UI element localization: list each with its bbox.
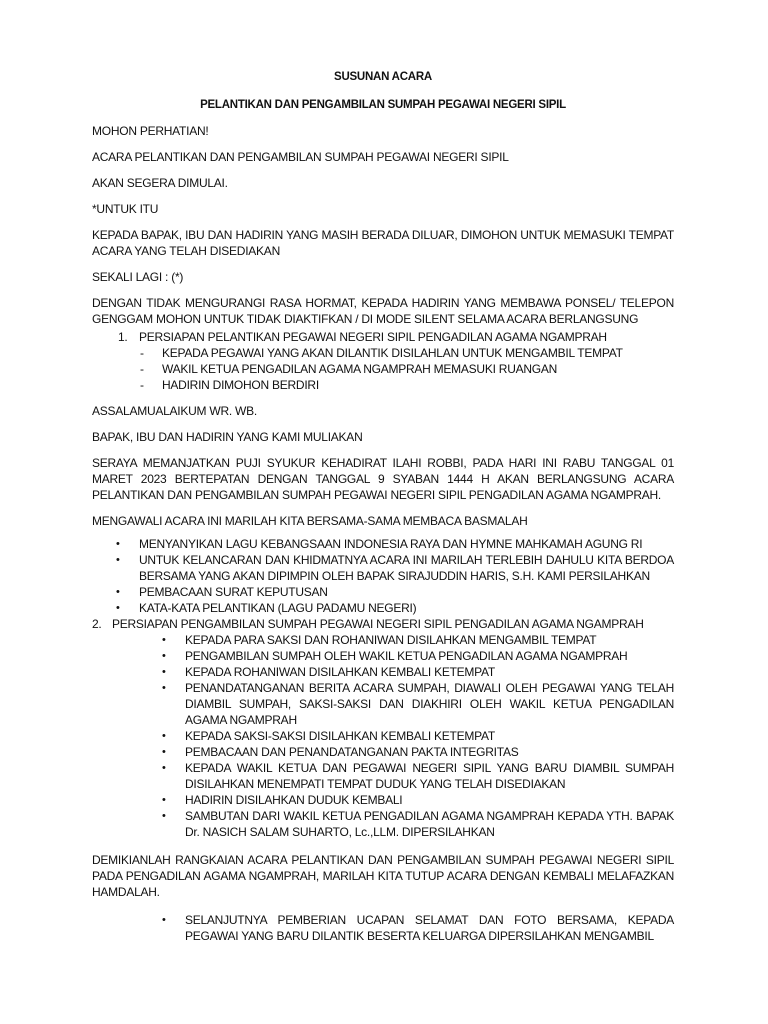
event-line: ACARA PELANTIKAN DAN PENGAMBILAN SUMPAH PEGAWAI NEGERI SIPIL: [92, 150, 509, 164]
list-item: [92, 361, 674, 377]
list-item: [92, 664, 674, 680]
list-item-text: MENYANYIKAN LAGU KEBANGSAAN INDONESIA RAYA DAN HYMNE MAHKAMAH AGUNG RI: [139, 537, 643, 551]
document-title: SUSUNAN ACARA: [334, 71, 432, 83]
document-subtitle: PELANTIKAN DAN PENGAMBILAN SUMPAH PEGAWAI NEGERI SIPIL: [200, 99, 566, 111]
final-list: [92, 912, 674, 944]
section-1-title: PERSIAPAN PELANTIKAN PEGAWAI NEGERI SIPIL PENGADILAN AGAMA NGAMPRAH: [139, 330, 607, 344]
bullet-icon: •: [162, 666, 166, 678]
list-item-text: PEMBACAAN SURAT KEPUTUSAN: [139, 585, 328, 599]
list-item-text: PEMBACAAN DAN PENANDATANGANAN PAKTA INTEGRITAS: [185, 745, 519, 759]
list-item: [92, 552, 674, 584]
list-item-text: KEPADA ROHANIWAN DISILAHKAN KEMBALI KETEMPAT: [185, 665, 495, 679]
list-item: [92, 377, 674, 393]
bullet-icon: •: [162, 810, 166, 822]
list-item: [92, 584, 674, 600]
section-1-list: [92, 345, 674, 393]
list-item-text: KEPADA SAKSI-SAKSI DISILAHKAN KEMBALI KETEMPAT: [185, 729, 495, 743]
bullet-icon: •: [116, 554, 120, 566]
list-item: [92, 536, 674, 552]
list-item-text: KEPADA PARA SAKSI DAN ROHANIWAN DISILAHKAN MENGAMBIL TEMPAT: [185, 633, 597, 647]
greeting-line: ASSALAMUALAIKUM WR. WB.: [92, 404, 257, 418]
section-2-list: [92, 632, 674, 840]
section-1-heading: [92, 329, 674, 345]
list-item-text: WAKIL KETUA PENGADILAN AGAMA NGAMPRAH MEMASUKI RUANGAN: [162, 362, 558, 376]
enter-paragraph: KEPADA BAPAK, IBU DAN HADIRIN YANG MASIH BERADA DILUAR, DIMOHON UNTUK MEMASUKI TEMPAT ACARA YANG TELAH DISEDIAKAN: [92, 228, 674, 258]
section-2-title: PERSIAPAN PENGAMBILAN SUMPAH PEGAWAI NEGERI SIPIL PENGADILAN AGAMA NGAMPRAH: [112, 617, 644, 631]
list-item: [92, 728, 674, 744]
list-item: [92, 680, 674, 728]
phone-paragraph: DENGAN TIDAK MENGURANGI RASA HORMAT, KEPADA HADIRIN YANG MEMBAWA PONSEL/ TELEPON GENGGAM MOHON UNTUK TIDAK DIAKTIFKAN / DI MODE SILENT SELAMA ACARA BERLANGSUNG: [92, 296, 674, 326]
bullet-icon: •: [116, 538, 120, 550]
attention-line: MOHON PERHATIAN!: [92, 124, 209, 138]
audience-line: BAPAK, IBU DAN HADIRIN YANG KAMI MULIAKAN: [92, 430, 363, 444]
bullet-icon: •: [162, 794, 166, 806]
list-item-text: UNTUK KELANCARAN DAN KHIDMATNYA ACARA INI MARILAH TERLEBIH DAHULU KITA BERDOA BERSAMA YANG AKAN DIPIMPIN OLEH BAPAK SIRAJUDDIN HARIS, S.H. KAMI PERSILAHKAN: [139, 553, 674, 583]
bullet-icon: •: [162, 762, 166, 774]
bullet-icon: •: [116, 586, 120, 598]
once-again-line: SEKALI LAGI : (*): [92, 270, 184, 284]
section-2-heading: [92, 616, 674, 632]
bullet-icon: •: [162, 746, 166, 758]
list-item: [92, 744, 674, 760]
list-item: [92, 792, 674, 808]
basmalah-line: MENGAWALI ACARA INI MARILAH KITA BERSAMA-SAMA MEMBACA BASMALAH: [92, 514, 528, 528]
list-item: [92, 912, 674, 944]
dash-marker: -: [140, 362, 144, 376]
list-item-text: SELANJUTNYA PEMBERIAN UCAPAN SELAMAT DAN FOTO BERSAMA, KEPADA PEGAWAI YANG BARU DILANTIK BESERTA KELUARGA DIPERSILAHKAN MENGAMBIL: [185, 913, 674, 943]
list-item-text: HADIRIN DISILAHKAN DUDUK KEMBALI: [185, 793, 403, 807]
list-item: [92, 345, 674, 361]
dash-marker: -: [140, 378, 144, 392]
section-1-number: 1.: [118, 330, 128, 344]
for-that-line: *UNTUK ITU: [92, 202, 159, 216]
list-item-text: KATA-KATA PELANTIKAN (LAGU PADAMU NEGERI): [139, 601, 417, 615]
list-item-text: KEPADA WAKIL KETUA DAN PEGAWAI NEGERI SIPIL YANG BARU DIAMBIL SUMPAH DISILAHKAN MENEMPATI TEMPAT DUDUK YANG TELAH DISEDIAKAN: [185, 761, 674, 791]
list-item: [92, 760, 674, 792]
list-item: [92, 632, 674, 648]
list-item-text: HADIRIN DIMOHON BERDIRI: [162, 378, 319, 392]
list-item-text: PENANDATANGANAN BERITA ACARA SUMPAH, DIAWALI OLEH PEGAWAI YANG TELAH DIAMBIL SUMPAH, SAKSI-SAKSI DAN DIAKHIRI OLEH WAKIL KETUA PENGADILAN AGAMA NGAMPRAH: [185, 681, 674, 727]
list-item-text: KEPADA PEGAWAI YANG AKAN DILANTIK DISILAHLAN UNTUK MENGAMBIL TEMPAT: [162, 346, 623, 360]
bullet-icon: •: [162, 682, 166, 694]
list-item: [92, 648, 674, 664]
dash-marker: -: [140, 346, 144, 360]
bullet-icon: •: [116, 602, 120, 614]
bullet-icon: •: [162, 634, 166, 646]
list-item-text: PENGAMBILAN SUMPAH OLEH WAKIL KETUA PENGADILAN AGAMA NGAMPRAH: [185, 649, 628, 663]
bullet-icon: •: [162, 730, 166, 742]
section-2-number: 2.: [92, 617, 102, 631]
list-item: [92, 808, 674, 840]
list-item-text: SAMBUTAN DARI WAKIL KETUA PENGADILAN AGAMA NGAMPRAH KEPADA YTH. BAPAK Dr. NASICH SALAM SUHARTO, Lc.,LLM. DIPERSILAHKAN: [185, 809, 674, 839]
bullet-icon: •: [162, 914, 166, 926]
bullet-icon: •: [162, 650, 166, 662]
opening-paragraph: SERAYA MEMANJATKAN PUJI SYUKUR KEHADIRAT ILAHI ROBBI, PADA HARI INI RABU TANGGAL 01 MARET 2023 BERTEPATAN DENGAN TANGGAL 9 SYABAN 1444 H AKAN BERLANGSUNG ACARA PELANTIKAN DAN PENGAMBILAN SUMPAH PEGAWAI NEGERI SIPIL PENGADILAN AGAMA NGAMPRAH.: [92, 456, 674, 502]
section-1-bullets: [92, 536, 674, 616]
starting-line: AKAN SEGERA DIMULAI.: [92, 176, 228, 190]
list-item: [92, 600, 674, 616]
closing-paragraph: DEMIKIANLAH RANGKAIAN ACARA PELANTIKAN DAN PENGAMBILAN SUMPAH PEGAWAI NEGERI SIPIL PADA PENGADILAN AGAMA NGAMPRAH, MARILAH KITA TUTUP ACARA DENGAN KEMBALI MELAFAZKAN HAMDALAH.: [92, 853, 674, 899]
